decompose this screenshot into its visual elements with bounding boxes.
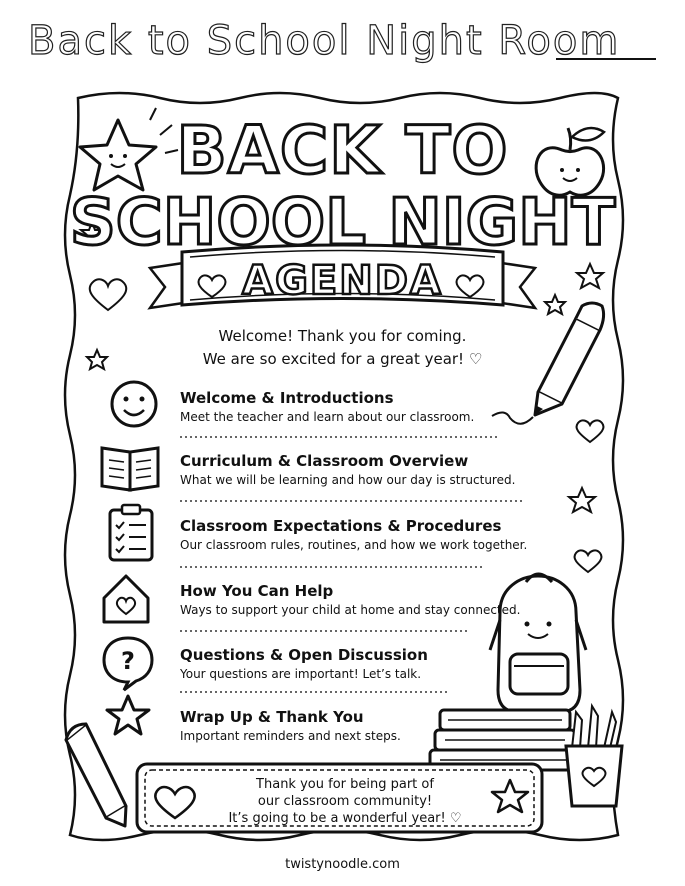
heart-icon <box>577 420 604 442</box>
poster-title-line2: SCHOOL NIGHT <box>69 186 616 260</box>
small-star-icon <box>569 488 595 512</box>
clipboard-checklist-icon <box>110 505 152 560</box>
agenda-item-title: Classroom Expectations & Procedures <box>180 517 502 535</box>
agenda-item-desc: Ways to support your child at home and stay connected. <box>180 603 521 617</box>
site-footer[interactable]: twistynoodle.com <box>285 857 400 872</box>
agenda-item-wrapup <box>180 708 401 743</box>
agenda-item-title: Questions & Open Discussion <box>180 646 428 664</box>
agenda-item-curriculum <box>180 452 515 487</box>
agenda-item-help <box>180 582 520 617</box>
open-book-icon <box>102 448 158 490</box>
agenda-item-welcome <box>180 389 474 424</box>
page-title: Back to School Night Room <box>28 18 621 64</box>
smiley-face-icon <box>112 382 156 426</box>
agenda-item-title: Welcome & Introductions <box>180 389 394 407</box>
agenda-item-desc: Our classroom rules, routines, and how we work together. <box>180 538 528 552</box>
closing-message <box>195 776 495 827</box>
welcome-line1: Welcome! Thank you for coming. <box>218 327 467 345</box>
agenda-item-title: Curriculum & Classroom Overview <box>180 452 469 470</box>
agenda-item-desc: What we will be learning and how our day is structured. <box>180 473 516 487</box>
closing-line3: It’s going to be a wonderful year! ♡ <box>228 811 462 826</box>
closing-line1: Thank you for being part of <box>256 777 434 792</box>
book-stack-icon <box>430 710 580 770</box>
welcome-line2: We are so excited for a great year! ♡ <box>202 350 483 368</box>
agenda-banner-text: AGENDA <box>242 258 443 304</box>
agenda-item-desc: Meet the teacher and learn about our classroom. <box>180 410 475 424</box>
agenda-item-title: Wrap Up & Thank You <box>180 708 364 726</box>
agenda-item-expectations <box>180 517 527 552</box>
agenda-item-questions <box>180 646 428 681</box>
agenda-item-title: How You Can Help <box>180 582 334 600</box>
heart-icon <box>575 550 602 572</box>
poster-title-line1: BACK TO <box>176 112 509 189</box>
pencil-cup-icon <box>566 706 622 806</box>
agenda-item-desc: Important reminders and next steps. <box>180 729 401 743</box>
house-heart-icon <box>104 576 148 622</box>
question-bubble-icon <box>104 638 152 690</box>
star-icon <box>107 696 149 734</box>
agenda-item-desc: Your questions are important! Let’s talk. <box>180 667 422 681</box>
closing-line2: our classroom community! <box>257 794 433 809</box>
svg-text:?: ? <box>121 647 135 675</box>
